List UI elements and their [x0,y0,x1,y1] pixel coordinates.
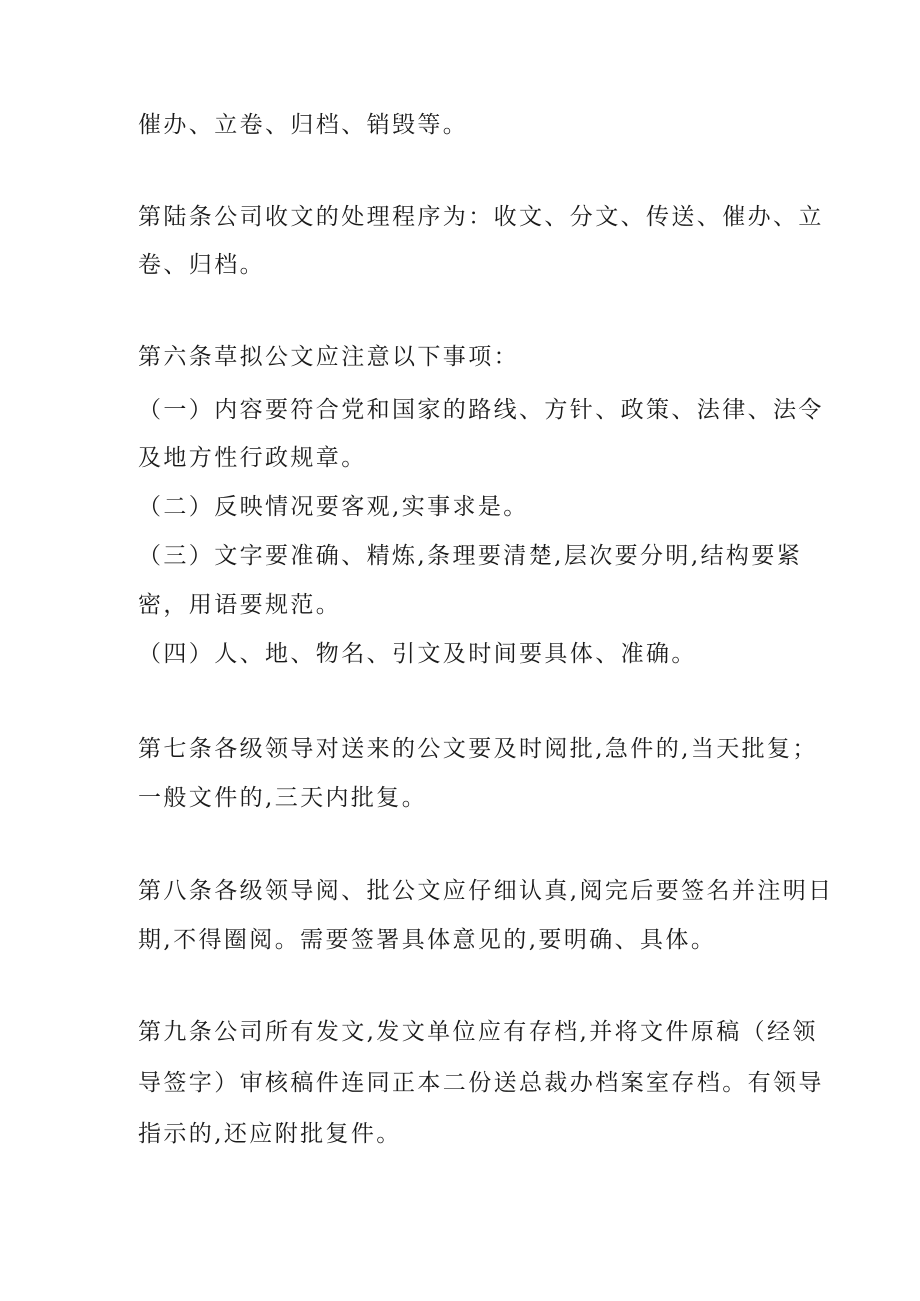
text-line: 期,不得圈阅。需要签署具体意见的,要明确、具体。 [138,927,717,953]
text-line: 第八条各级领导阅、批公文应仔细认真,阅完后要签名并注明日 [138,878,834,904]
text-line: 第陆条公司收文的处理程序为：收文、分文、传送、催办、立 [138,204,824,230]
text-line: （三）文字要准确、精炼,条理要清楚,层次要分明,结构要紧 [138,543,803,569]
text-line: 指示的,还应附批复件。 [138,1121,402,1147]
text-line: 第九条公司所有发文,发文单位应有存档,并将文件原稿（经领 [138,1019,818,1045]
text-line: 密，用语要规范。 [138,592,342,618]
text-line: （四）人、地、物名、引文及时间要具体、准确。 [138,641,697,667]
text-line: 第七条各级领导对送来的公文要及时阅批,急件的,当天批复； [138,736,818,762]
text-line: 催办、立卷、归档、销毁等。 [138,112,469,138]
text-line: 卷、归档。 [138,252,265,278]
text-line: 一般文件的,三天内批复。 [138,785,428,811]
text-line: 导签字）审核稿件连同正本二份送总裁办档案室存档。有领导 [138,1070,824,1096]
text-line: 及地方性行政规章。 [138,445,367,471]
text-line: 第六条草拟公文应注意以下事项： [138,344,519,370]
text-line: （一）内容要符合党和国家的路线、方针、政策、法律、法令 [138,397,824,423]
text-line: （二）反映情况要客观,实事求是。 [138,494,529,520]
